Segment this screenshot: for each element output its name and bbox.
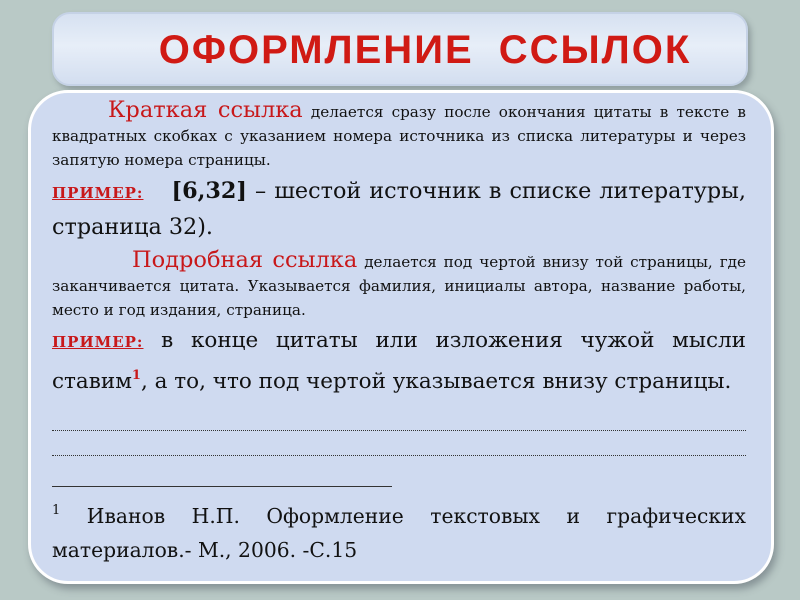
example1-code: [6,32] [171,178,247,204]
content-text [52,98,746,399]
dotted-line-2 [52,455,746,456]
example2-label: ПРИМЕР: [52,333,144,351]
footnote-number: 1 [52,503,61,518]
detailed-link-paragraph [52,248,746,322]
page-title: ОФОРМЛЕНИЕ ССЫЛОК [158,28,692,72]
footnote-divider [52,486,392,487]
detailed-link-text: делается под чертой внизу той страницы, где заканчивается цитата. Указывается фамилия, инициалы автора, название работы, место и год издания, страница. [52,253,746,319]
example2-paragraph [52,324,746,399]
title-banner [52,12,748,86]
footnote-text: Иванов Н.П. Оформление текстовых и графических материалов.- М., 2006. -С.15 [52,504,746,562]
short-link-text: делается сразу после окончания цитаты в тексте в квадратных скобках с указанием номера источника из списка литературы и через запятую номера страницы. [52,103,746,169]
example2-text-before: в конце цитаты или изложения чужой мысли ставим [52,328,746,394]
detailed-link-term: Подробная ссылка [132,247,358,273]
example1-label: ПРИМЕР: [52,184,144,202]
example2-text-after: , а то, что под чертой указывается внизу страницы. [140,369,732,394]
example2-superscript: 1 [131,368,141,383]
example1-paragraph [52,174,746,244]
short-link-term: Краткая ссылка [108,97,303,123]
footnote [52,494,746,567]
example1-text: – шестой источник в списке литературы, страница 32). [52,178,747,240]
dotted-line-1 [52,430,746,431]
short-link-paragraph [52,98,746,172]
